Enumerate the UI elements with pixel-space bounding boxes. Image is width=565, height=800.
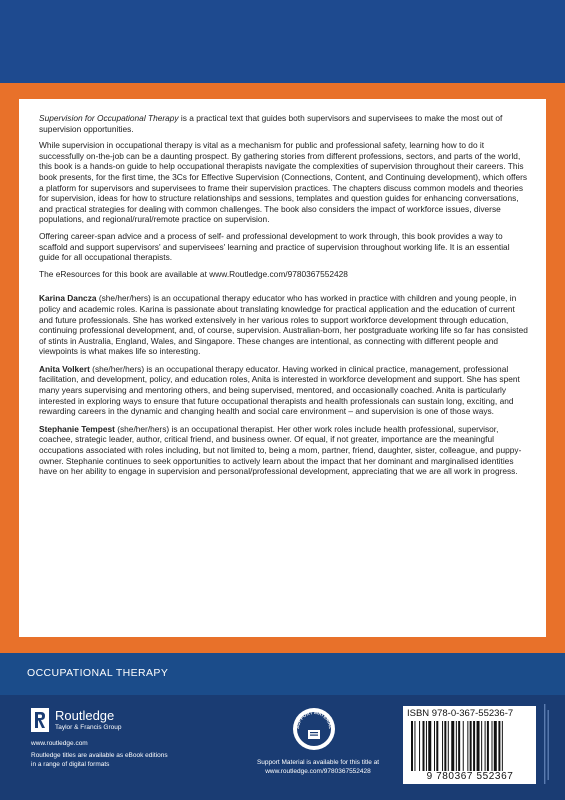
- barcode-bar: [436, 721, 438, 771]
- publisher-name: Routledge: [55, 708, 115, 723]
- barcode-bar: [444, 721, 446, 771]
- barcode-bar: [419, 721, 420, 771]
- routledge-r-mark-icon: [33, 710, 47, 730]
- barcode-bar: [473, 721, 475, 771]
- blurb-panel: [19, 99, 546, 637]
- subject-label: OCCUPATIONAL THERAPY: [27, 667, 169, 679]
- barcode-bar: [411, 721, 413, 771]
- barcode-bar: [481, 721, 482, 771]
- publisher-url[interactable]: www.routledge.com: [31, 740, 88, 747]
- barcode-bar: [458, 721, 460, 771]
- barcode-bar: [451, 721, 454, 771]
- barcode-bar: [494, 721, 497, 771]
- barcode-bar: [477, 721, 480, 771]
- barcode-bar: [467, 721, 468, 771]
- barcode-bar: [442, 721, 443, 771]
- author-name: Karina Dancza: [39, 293, 97, 304]
- barcode-bar: [428, 721, 431, 771]
- author-bio-text: (she/her/hers) is an occupational therapist. Her other work roles include health professional, supervisor, coachee, strategic leader, author, critical friend, and business owner. Of equal, if not greater, importance are the meaningful occupations associated with roles including, but not limited to, being a mom, partner, friend, daughter, sister, colleague, and puppy-owner. Stephanie continues to seek opportunities to actively learn about the impact that her dominant and marginalised identities have on her ability to engage in supervision and personal/professional development, appreciating that we are all work in progress.: [39, 423, 522, 477]
- author-name: Anita Volkert: [39, 363, 90, 374]
- support-material-badge-icon: [291, 706, 337, 752]
- barcode-bar: [426, 721, 427, 771]
- barcode-bar: [470, 721, 472, 771]
- barcode-digits: 9 780367 552367: [426, 771, 514, 782]
- barcode-bar: [463, 721, 464, 771]
- author-bio-text: (she/her/hers) is an occupational therapy educator who has worked in practice with children and young people, in policy and academic roles. Karina is passionate about translating knowledge for practical application and the education of current and future professionals. She has worked extensively in her various roles to support workforce development through education, continuing professional development, and, of course, supervision. Australian-born, her postgraduate working life so far has consisted of stints in Australia, England, Wales, and Singapore. These changes are intentional, as connecting with different people and viewpoints is what makes life so interesting.: [39, 293, 528, 357]
- barcode-bar: [448, 721, 449, 771]
- publisher-group: Taylor & Francis Group: [55, 724, 122, 731]
- barcode-bar: [414, 721, 415, 771]
- author-bio-text: (she/her/hers) is an occupational therapy educator. Having worked in clinical practice, management, professional facilitation, and development, policy, and education roles, Anita is interested in workforce development and support. She has spent many years supervising and mentoring others, and being supervised, mentored, and occasionally coached. Anita is particularly interested in exploring ways to ensure that future occupational therapists and health professionals can sustain long, exciting, and rewarding careers in the dynamic and changing health and social care environment – and supervision is one of those ways.: [39, 363, 520, 417]
- eresources-note: The eResources for this book are available at www.Routledge.com/9780367552428: [39, 268, 348, 279]
- support-material-note: Support Material is available for this title at www.routledge.com/9780367552428: [256, 759, 380, 775]
- isbn-label: ISBN 978-0-367-55236-7: [407, 708, 514, 719]
- author-bio-3: [39, 424, 528, 477]
- top-cover-band: [0, 0, 565, 83]
- barcode-bar: [423, 721, 425, 771]
- barcode-bar: [456, 721, 457, 771]
- ebook-note: Routledge titles are available as eBook editions in a range of digital formats: [31, 752, 168, 768]
- book-title-italic: Supervision for Occupational Therapy: [39, 113, 179, 123]
- barcode-bar: [498, 721, 500, 771]
- edge-informa-text-icon: [541, 700, 553, 790]
- barcode-bar: [485, 721, 486, 771]
- barcode-bar: [487, 721, 489, 771]
- author-name: Stephanie Tempest: [39, 423, 115, 434]
- blurb-intro-text: is a practical text that guides both supervisors and supervisees to make the most out of supervision opportunities.: [39, 113, 503, 134]
- blurb-paragraph-3: Offering career-span advice and a process of self- and professional development to work through, this book provides a way to scaffold and support supervisors' and supervisees' learning and practice of supervision throughout working life. It is an essential guide for all occupational therapists.: [39, 230, 510, 263]
- barcode-icon: [409, 721, 533, 771]
- support-badge-text: SUPPORT MATERIAL: [294, 709, 334, 730]
- blurb-intro: [39, 113, 528, 134]
- blurb-paragraph-2: While supervision in occupational therapy is vital as a mechanism for public and professional safety, learning how to do it successfully on-the-job can be a daunting prospect. By gathering stories from different professions, sectors, and parts of the world, this book is a hands-on guide to help occupational therapists navigate the complexities of supervision throughout their careers. This book presents, for the first time, the 3Cs for Effective Supervision (Connections, Content, and Continuing development), which offers a platform for supervisors and supervisees to frame their supervision practices. The chapters discuss common models and theories for supervision, ideas for how to structure relationships and sessions, templates and question guides for enhancing conversations, and practical strategies for dealing with common challenges. The book also considers the impact of workforce issues, diverse populations, and regional/rural/remote practice on supervision.: [39, 140, 528, 225]
- author-bio-2: [39, 364, 528, 417]
- barcode-bar: [502, 721, 503, 771]
- barcode-bar: [434, 721, 435, 771]
- author-bio-1: [39, 293, 528, 357]
- barcode-bar: [492, 721, 493, 771]
